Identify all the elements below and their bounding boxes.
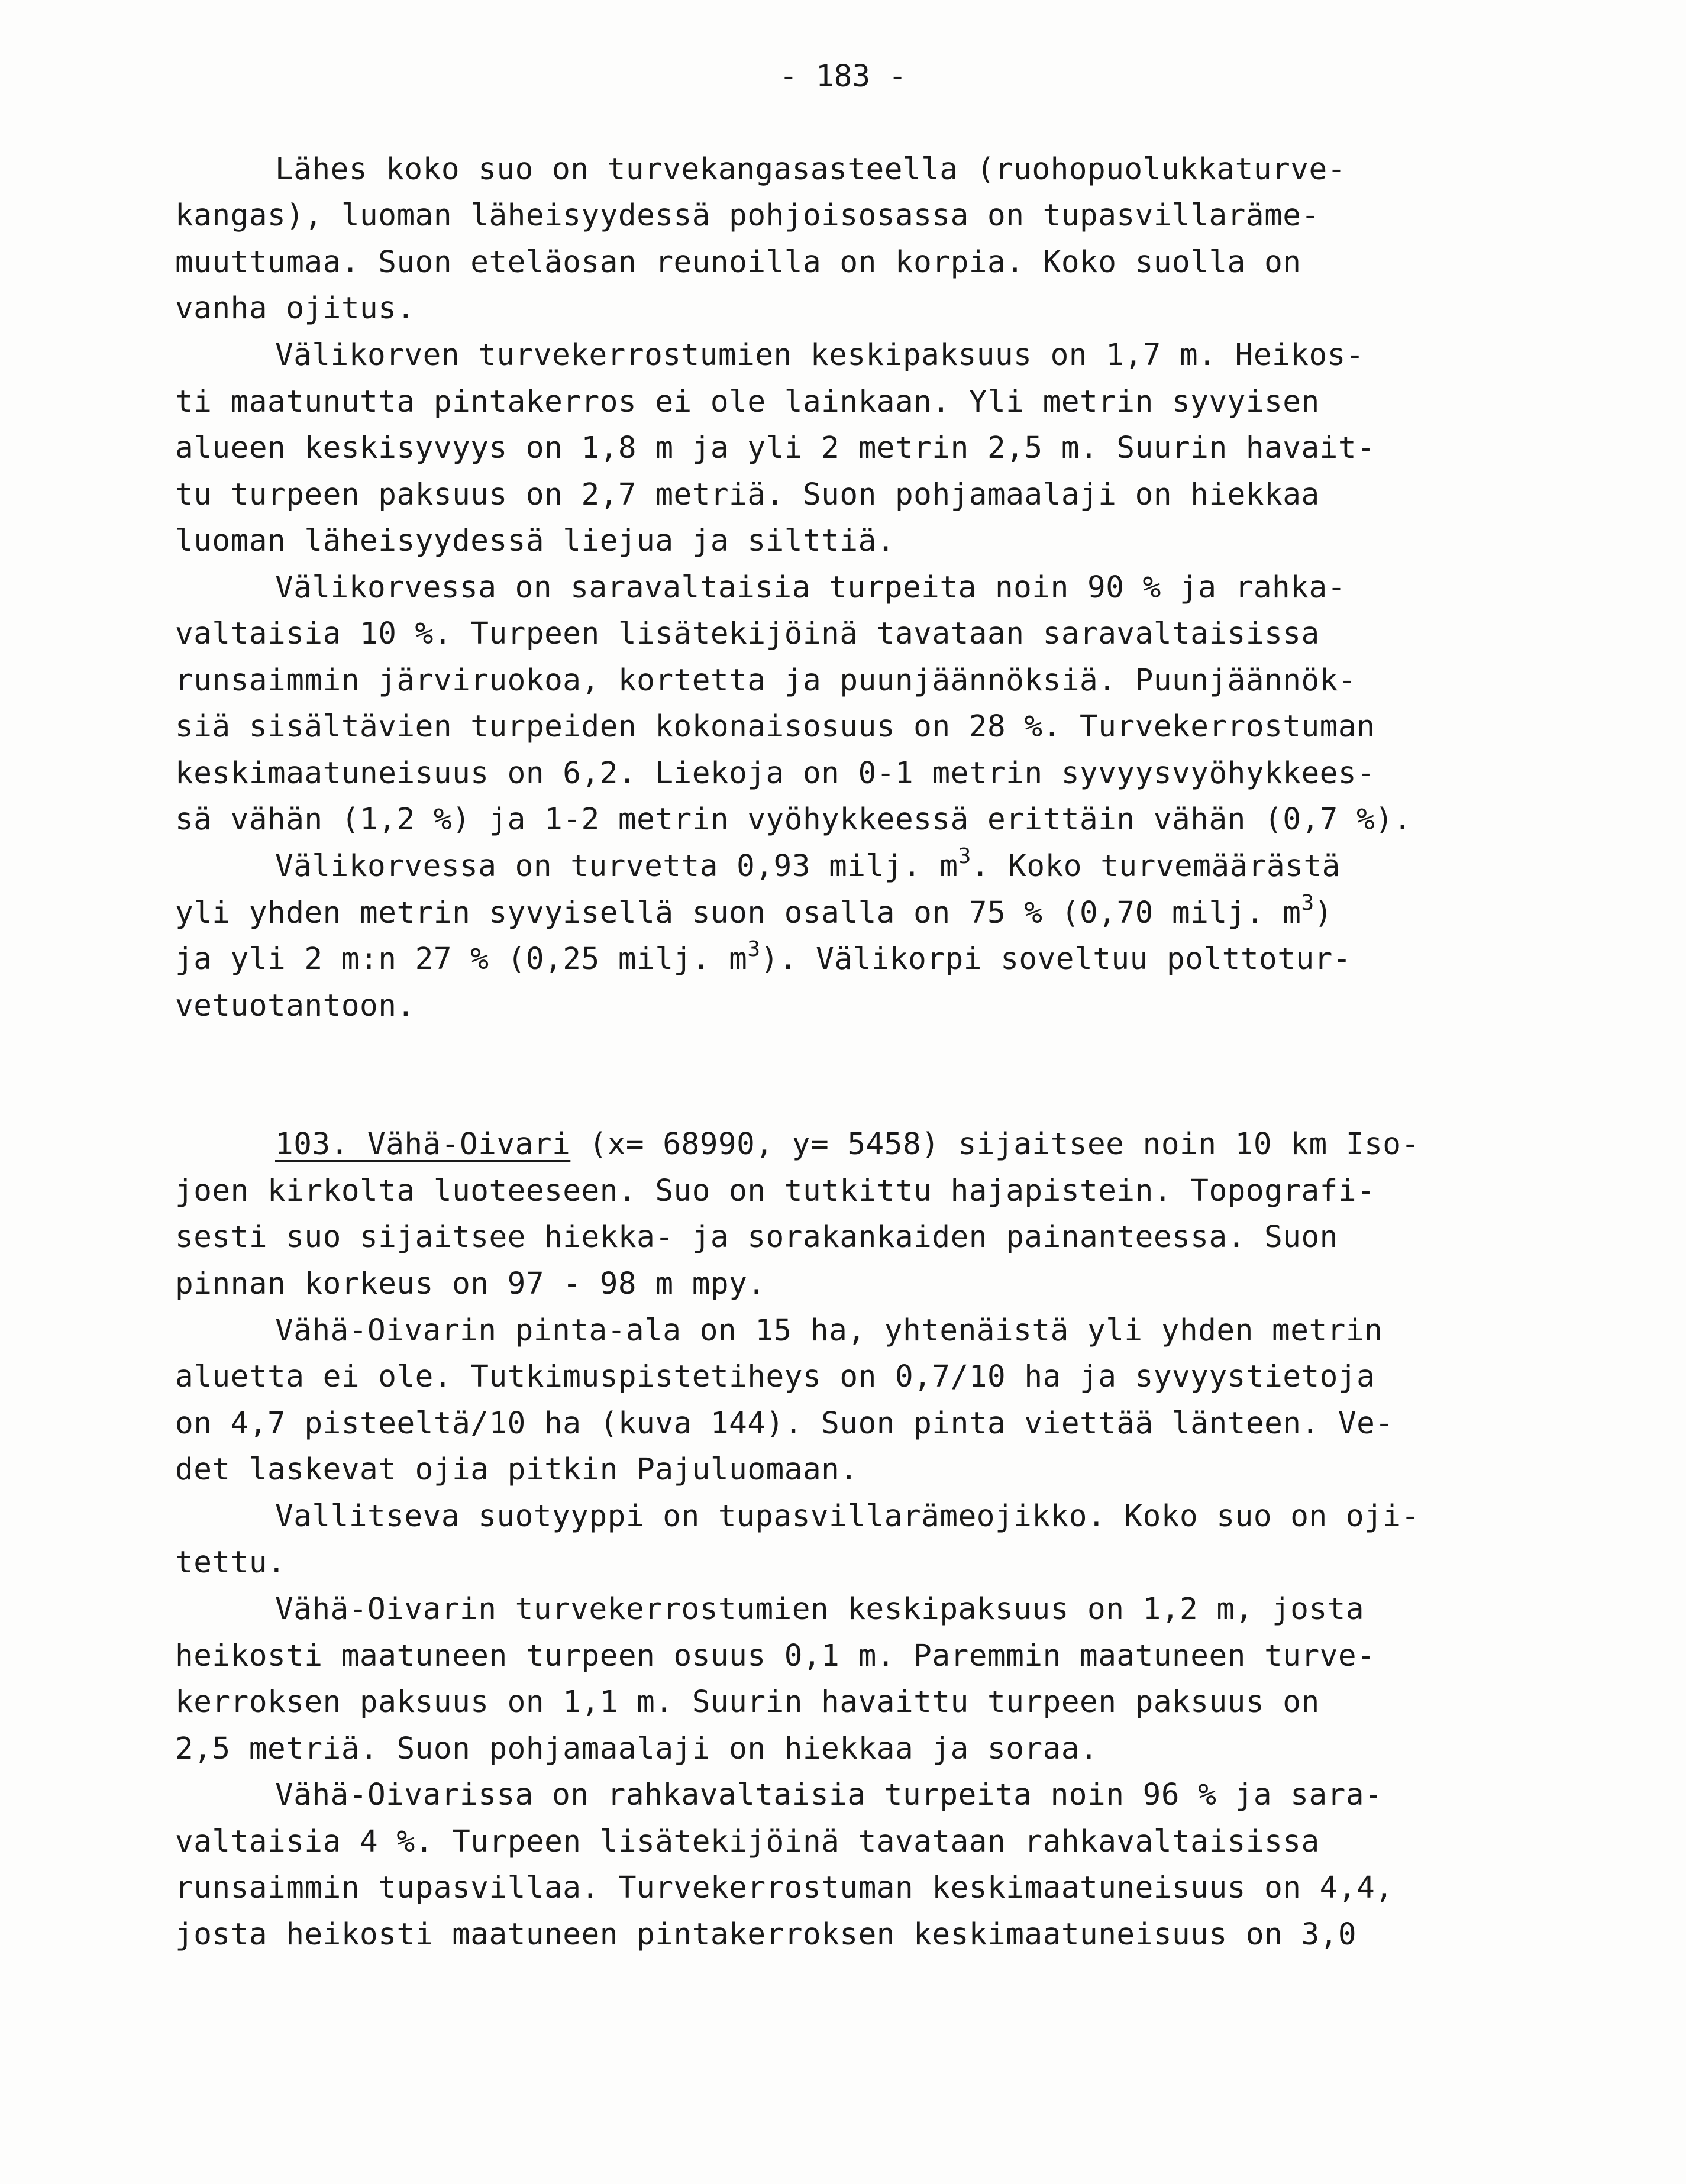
text-segment: . Koko turvemäärästä bbox=[971, 849, 1341, 884]
text-line: runsaimmin järviruokoa, kortetta ja puunjäännöksiä. Puunjäännök- bbox=[175, 663, 1357, 698]
text-line bbox=[175, 937, 1352, 977]
text-line: on 4,7 pisteeltä/10 ha (kuva 144). Suon pinta viettää länteen. Ve- bbox=[175, 1406, 1394, 1441]
text-line: tu turpeen paksuus on 2,7 metriä. Suon pohjamaalaji on hiekkaa bbox=[175, 477, 1320, 512]
text-line: Lähes koko suo on turvekangasasteella (ruohopuolukkaturve- bbox=[275, 152, 1346, 187]
text-line: valtaisia 10 %. Turpeen lisätekijöinä tavataan saravaltaisissa bbox=[175, 616, 1320, 651]
text-line: tettu. bbox=[175, 1545, 286, 1580]
text-segment: ) bbox=[1314, 896, 1333, 931]
text-line: Välikorvessa on saravaltaisia turpeita noin 90 % ja rahka- bbox=[275, 570, 1346, 605]
text-line: Välikorven turvekerrostumien keskipaksuus on 1,7 m. Heikos- bbox=[275, 338, 1365, 373]
text-line: Vähä-Oivarissa on rahkavaltaisia turpeita noin 96 % ja sara- bbox=[275, 1778, 1383, 1813]
text-segment: ). Välikorpi soveltuu polttotur- bbox=[760, 942, 1352, 977]
text-line: aluetta ei ole. Tutkimuspistetiheys on 0,7/10 ha ja syvyystietoja bbox=[175, 1359, 1375, 1394]
text-line: 2,5 metriä. Suon pohjamaalaji on hiekkaa ja soraa. bbox=[175, 1731, 1099, 1766]
text-line bbox=[275, 1127, 1420, 1162]
text-line: alueen keskisyvyys on 1,8 m ja yli 2 metrin 2,5 m. Suurin havait- bbox=[175, 431, 1375, 466]
text-line bbox=[175, 891, 1333, 931]
text-line: sesti suo sijaitsee hiekka- ja sorakankaiden painanteessa. Suon bbox=[175, 1220, 1338, 1255]
text-line: kangas), luoman läheisyydessä pohjoisosassa on tupasvillaräme- bbox=[175, 198, 1320, 233]
text-line bbox=[275, 844, 1341, 884]
text-line: siä sisältävien turpeiden kokonaisosuus on 28 %. Turvekerrostuman bbox=[175, 709, 1375, 744]
section-heading: 103. Vähä-Oivari bbox=[275, 1127, 571, 1162]
text-line: joen kirkolta luoteeseen. Suo on tutkittu hajapistein. Topografi- bbox=[175, 1174, 1375, 1209]
superscript: 3 bbox=[1301, 891, 1314, 915]
text-line: det laskevat ojia pitkin Pajuluomaan. bbox=[175, 1452, 858, 1487]
text-line: heikosti maatuneen turpeen osuus 0,1 m. Paremmin maatuneen turve- bbox=[175, 1639, 1375, 1673]
superscript: 3 bbox=[747, 937, 761, 961]
page-number: - 183 - bbox=[779, 59, 907, 94]
text-line: valtaisia 4 %. Turpeen lisätekijöinä tavataan rahkavaltaisissa bbox=[175, 1824, 1320, 1859]
text-line: pinnan korkeus on 97 - 98 m mpy. bbox=[175, 1267, 766, 1301]
text-segment: (x= 68990, y= 5458) sijaitsee noin 10 km Iso- bbox=[570, 1127, 1420, 1162]
text-segment: ja yli 2 m:n 27 % (0,25 milj. m bbox=[175, 942, 748, 977]
text-line: Vallitseva suotyyppi on tupasvillarämeojikko. Koko suo on oji- bbox=[275, 1499, 1420, 1534]
text-line: keskimaatuneisuus on 6,2. Liekoja on 0-1 metrin syvyysvyöhykkees- bbox=[175, 756, 1375, 791]
text-line: vetuotantoon. bbox=[175, 988, 415, 1023]
superscript: 3 bbox=[958, 844, 971, 868]
text-line: ti maatunutta pintakerros ei ole lainkaan. Yli metrin syvyisen bbox=[175, 385, 1320, 419]
text-line: runsaimmin tupasvillaa. Turvekerrostuman keskimaatuneisuus on 4,4, bbox=[175, 1870, 1394, 1905]
text-line: vanha ojitus. bbox=[175, 291, 415, 326]
text-line: Vähä-Oivarin pinta-ala on 15 ha, yhtenäistä yli yhden metrin bbox=[275, 1313, 1383, 1348]
text-line: muuttumaa. Suon eteläosan reunoilla on korpia. Koko suolla on bbox=[175, 245, 1301, 280]
text-line: josta heikosti maatuneen pintakerroksen keskimaatuneisuus on 3,0 bbox=[175, 1917, 1357, 1952]
text-segment: Välikorvessa on turvetta 0,93 milj. m bbox=[275, 849, 958, 884]
text-segment: yli yhden metrin syvyisellä suon osalla on 75 % (0,70 milj. m bbox=[175, 896, 1301, 931]
text-line: luoman läheisyydessä liejua ja silttiä. bbox=[175, 524, 895, 558]
text-line: Vähä-Oivarin turvekerrostumien keskipaksuus on 1,2 m, josta bbox=[275, 1592, 1365, 1627]
text-line: kerroksen paksuus on 1,1 m. Suurin havaittu turpeen paksuus on bbox=[175, 1685, 1320, 1720]
text-line: sä vähän (1,2 %) ja 1-2 metrin vyöhykkeessä erittäin vähän (0,7 %). bbox=[175, 802, 1412, 837]
